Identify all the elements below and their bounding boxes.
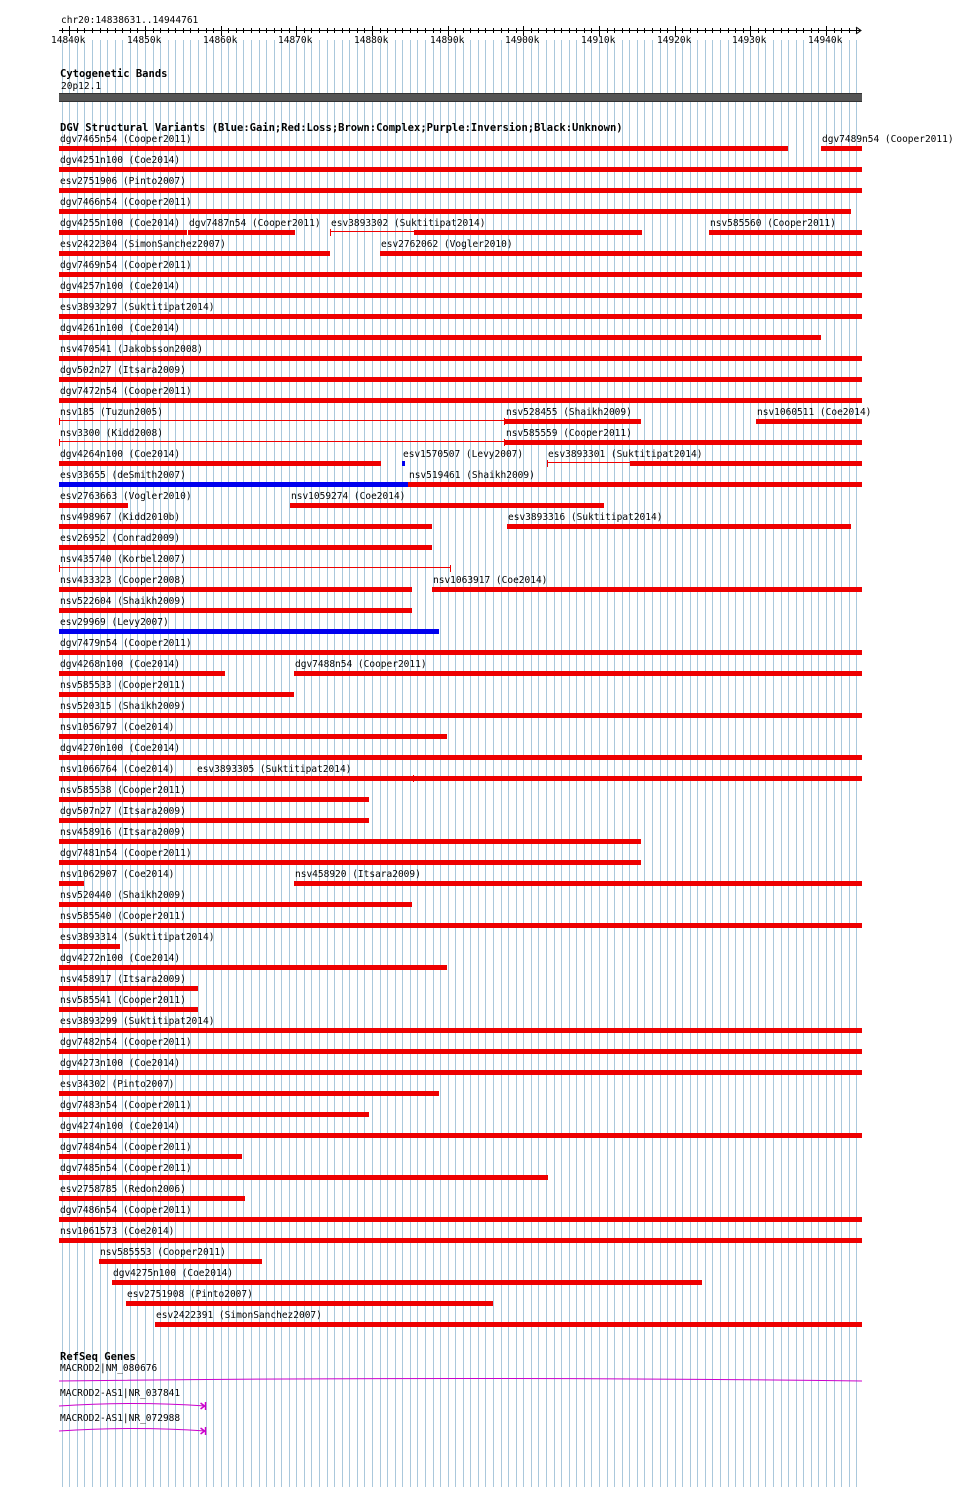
variant-label[interactable]: dgv4255n100 (Coe2014) — [60, 218, 181, 229]
variant-label[interactable]: nsv1059274 (Coe2014) — [291, 491, 406, 502]
ruler-tick-label: 14850k — [127, 35, 162, 46]
variant-label[interactable]: dgv4251n100 (Coe2014) — [60, 155, 181, 166]
loss-variant-bar[interactable] — [507, 524, 851, 529]
variant-label[interactable]: dgv4268n100 (Coe2014) — [60, 659, 181, 670]
variant-label[interactable]: esv26952 (Conrad2009) — [60, 533, 181, 544]
loss-variant-bar[interactable] — [59, 146, 788, 151]
loss-variant-bar[interactable] — [59, 398, 862, 403]
variant-label[interactable]: dgv7484n54 (Cooper2011) — [60, 1142, 192, 1153]
variant-label[interactable]: nsv585559 (Cooper2011) — [506, 428, 632, 439]
ruler-tick-label: 14940k — [808, 35, 843, 46]
loss-variant-bar[interactable] — [59, 587, 412, 592]
gene-intron-line — [59, 1379, 862, 1382]
variant-label[interactable]: nsv585541 (Cooper2011) — [60, 995, 186, 1006]
variant-label[interactable]: dgv7483n54 (Cooper2011) — [60, 1100, 192, 1111]
refseq-track-title: RefSeq Genes — [60, 1351, 136, 1363]
variant-label[interactable]: dgv7486n54 (Cooper2011) — [60, 1205, 192, 1216]
loss-variant-bar[interactable] — [432, 587, 862, 592]
loss-variant-bar[interactable] — [59, 755, 862, 760]
gain-variant-bar[interactable] — [402, 461, 405, 466]
variant-label[interactable]: dgv7466n54 (Cooper2011) — [60, 197, 192, 208]
variant-label[interactable]: dgv4264n100 (Coe2014) — [60, 449, 181, 460]
variant-label[interactable]: esv2763663 (Vogler2010) — [60, 491, 192, 502]
gene-model[interactable] — [0, 1372, 890, 1386]
loss-variant-bar[interactable] — [155, 1322, 862, 1327]
loss-variant-bar[interactable] — [59, 671, 225, 676]
variant-label[interactable]: nsv1062907 (Coe2014) — [60, 869, 175, 880]
loss-variant-bar[interactable] — [59, 545, 432, 550]
loss-variant-bar[interactable] — [380, 251, 862, 256]
loss-variant-bar[interactable] — [59, 293, 862, 298]
variant-label[interactable]: nsv435740 (Korbel2007) — [60, 554, 186, 565]
loss-variant-bar[interactable] — [59, 1133, 862, 1138]
loss-variant-bar[interactable] — [59, 1091, 439, 1096]
variant-label[interactable]: nsv520315 (Shaikh2009) — [60, 701, 186, 712]
loss-variant-bar[interactable] — [59, 713, 862, 718]
gene-intron-line — [59, 1404, 206, 1407]
loss-variant-bar[interactable] — [59, 1175, 548, 1180]
loss-variant-bar[interactable] — [188, 230, 295, 235]
ruler-tick-label: 14910k — [581, 35, 616, 46]
ruler-tick-label: 14900k — [505, 35, 540, 46]
loss-variant-bar[interactable] — [112, 1280, 702, 1285]
variant-label[interactable]: dgv7489n54 (Cooper2011) — [822, 134, 954, 145]
loss-variant-bar[interactable] — [59, 377, 862, 382]
variant-label[interactable]: esv3893305 (Suktitipat2014) — [197, 764, 352, 775]
variant-label[interactable]: esv34302 (Pinto2007) — [60, 1079, 175, 1090]
variant-label[interactable]: esv33655 (deSmith2007) — [60, 470, 186, 481]
variant-label[interactable]: dgv502n27 (Itsara2009) — [60, 365, 186, 376]
variant-label[interactable]: dgv4275n100 (Coe2014) — [113, 1268, 234, 1279]
loss-variant-bar[interactable] — [505, 419, 641, 424]
loss-variant-bar[interactable] — [59, 167, 862, 172]
loss-variant-bar[interactable] — [59, 818, 369, 823]
variant-label[interactable]: nsv585533 (Cooper2011) — [60, 680, 186, 691]
loss-variant-bar[interactable] — [547, 462, 630, 463]
variant-label[interactable]: esv2762062 (Vogler2010) — [381, 239, 513, 250]
loss-variant-bar[interactable] — [59, 1049, 862, 1054]
variant-label[interactable]: nsv1060511 (Coe2014) — [757, 407, 872, 418]
variant-end-cap — [59, 439, 60, 446]
variant-label[interactable]: nsv528455 (Shaikh2009) — [506, 407, 632, 418]
dgv-track-title: DGV Structural Variants (Blue:Gain;Red:Loss;Brown:Complex;Purple:Inversion;Black:Unknown) — [60, 122, 623, 134]
loss-variant-bar[interactable] — [290, 503, 604, 508]
variant-label[interactable]: dgv7487n54 (Cooper2011) — [189, 218, 321, 229]
variant-end-cap — [59, 418, 60, 425]
variant-label[interactable]: esv2751906 (Pinto2007) — [60, 176, 186, 187]
loss-variant-bar[interactable] — [59, 503, 128, 508]
loss-variant-bar[interactable] — [59, 965, 447, 970]
loss-variant-bar[interactable] — [59, 1070, 862, 1075]
loss-variant-bar[interactable] — [339, 777, 414, 778]
variant-label[interactable]: dgv4270n100 (Coe2014) — [60, 743, 181, 754]
loss-variant-bar[interactable] — [59, 356, 862, 361]
variant-label[interactable]: dgv4257n100 (Coe2014) — [60, 281, 181, 292]
loss-variant-bar[interactable] — [59, 420, 505, 421]
variant-label[interactable]: esv29969 (Levy2007) — [60, 617, 169, 628]
loss-variant-bar[interactable] — [59, 944, 120, 949]
loss-variant-bar[interactable] — [59, 608, 412, 613]
loss-variant-bar[interactable] — [196, 776, 339, 781]
variant-label[interactable]: esv2758785 (Redon2006) — [60, 1184, 186, 1195]
loss-variant-bar[interactable] — [59, 272, 862, 277]
gene-label[interactable]: MACROD2|NM_080676 — [60, 1363, 158, 1374]
variant-label[interactable]: esv3893301 (Suktitipat2014) — [548, 449, 703, 460]
loss-variant-bar[interactable] — [59, 902, 412, 907]
variant-label[interactable]: esv3893297 (Suktitipat2014) — [60, 302, 215, 313]
gene-label[interactable]: MACROD2-AS1|NR_037841 — [60, 1388, 181, 1399]
variant-label[interactable]: dgv507n27 (Itsara2009) — [60, 806, 186, 817]
loss-variant-bar[interactable] — [709, 230, 862, 235]
loss-variant-bar[interactable] — [59, 797, 369, 802]
variant-label[interactable]: dgv7465n54 (Cooper2011) — [60, 134, 192, 145]
variant-label[interactable]: dgv4273n100 (Coe2014) — [60, 1058, 181, 1069]
loss-variant-bar[interactable] — [59, 441, 505, 442]
variant-label[interactable]: dgv4261n100 (Coe2014) — [60, 323, 181, 334]
loss-variant-bar[interactable] — [126, 1301, 493, 1306]
variant-label[interactable]: esv2422391 (SimonSanchez2007) — [156, 1310, 322, 1321]
variant-label[interactable]: esv2422304 (SimonSanchez2007) — [60, 239, 226, 250]
variant-label[interactable]: dgv7469n54 (Cooper2011) — [60, 260, 192, 271]
loss-variant-bar[interactable] — [59, 923, 862, 928]
loss-variant-bar[interactable] — [821, 146, 862, 151]
loss-variant-bar[interactable] — [294, 881, 862, 886]
variant-label[interactable]: nsv458916 (Itsara2009) — [60, 827, 186, 838]
loss-variant-bar[interactable] — [59, 567, 451, 568]
variant-label[interactable]: nsv585560 (Cooper2011) — [710, 218, 836, 229]
loss-variant-bar[interactable] — [59, 1028, 862, 1033]
variant-label[interactable]: nsv433323 (Cooper2008) — [60, 575, 186, 586]
loss-variant-bar[interactable] — [630, 461, 862, 466]
ruler-tick-label: 14880k — [354, 35, 389, 46]
loss-variant-bar[interactable] — [59, 524, 432, 529]
loss-variant-bar[interactable] — [414, 230, 642, 235]
variant-label[interactable]: nsv498967 (Kidd2010b) — [60, 512, 181, 523]
variant-end-cap — [450, 565, 451, 572]
variant-label[interactable]: esv1570507 (Levy2007) — [403, 449, 524, 460]
variant-label[interactable]: nsv1066764 (Coe2014) — [60, 764, 175, 775]
variant-label[interactable]: nsv470541 (Jakobsson2008) — [60, 344, 203, 355]
variant-label[interactable]: nsv1061573 (Coe2014) — [60, 1226, 175, 1237]
loss-variant-bar[interactable] — [59, 839, 641, 844]
variant-end-cap — [413, 775, 414, 782]
loss-variant-bar[interactable] — [408, 482, 862, 487]
gene-model[interactable] — [0, 1422, 890, 1436]
loss-variant-bar[interactable] — [99, 1259, 262, 1264]
variant-label[interactable]: nsv458917 (Itsara2009) — [60, 974, 186, 985]
gain-variant-bar[interactable] — [59, 482, 408, 487]
loss-variant-bar[interactable] — [294, 671, 862, 676]
ruler-tick-label: 14870k — [278, 35, 313, 46]
variant-label[interactable]: nsv3300 (Kidd2008) — [60, 428, 163, 439]
loss-variant-bar[interactable] — [59, 251, 330, 256]
gene-intron-line — [59, 1429, 206, 1432]
variant-label[interactable]: nsv520440 (Shaikh2009) — [60, 890, 186, 901]
loss-variant-bar[interactable] — [59, 986, 198, 991]
loss-variant-bar[interactable] — [59, 461, 381, 466]
loss-variant-bar[interactable] — [59, 1154, 242, 1159]
variant-label[interactable]: nsv522604 (Shaikh2009) — [60, 596, 186, 607]
loss-variant-bar[interactable] — [59, 650, 862, 655]
gene-label[interactable]: MACROD2-AS1|NR_072988 — [60, 1413, 181, 1424]
variant-label[interactable]: nsv185 (Tuzun2005) — [60, 407, 163, 418]
gene-model[interactable] — [0, 1397, 890, 1411]
cytoband-label: 20p12.1 — [61, 81, 102, 92]
loss-variant-bar[interactable] — [59, 1196, 245, 1201]
variant-label[interactable]: dgv7481n54 (Cooper2011) — [60, 848, 192, 859]
loss-variant-bar[interactable] — [505, 440, 862, 445]
variant-label[interactable]: nsv1063917 (Coe2014) — [433, 575, 548, 586]
ruler-tick-label: 14840k — [51, 35, 86, 46]
variant-label[interactable]: esv2751908 (Pinto2007) — [127, 1289, 253, 1300]
location-label: chr20:14838631..14944761 — [61, 15, 199, 26]
ruler-tick-label: 14890k — [430, 35, 465, 46]
variant-label[interactable]: esv3893299 (Suktitipat2014) — [60, 1016, 215, 1027]
variant-label[interactable]: dgv7479n54 (Cooper2011) — [60, 638, 192, 649]
cytoband-track-title: Cytogenetic Bands — [60, 68, 168, 80]
loss-variant-bar[interactable] — [330, 231, 414, 232]
loss-variant-bar[interactable] — [59, 230, 187, 235]
variant-label[interactable]: nsv519461 (Shaikh2009) — [409, 470, 535, 481]
ruler-tick-label: 14930k — [732, 35, 767, 46]
loss-variant-bar[interactable] — [59, 335, 821, 340]
loss-variant-bar[interactable] — [59, 1217, 862, 1222]
loss-variant-bar[interactable] — [59, 1007, 198, 1012]
variant-label[interactable]: dgv4274n100 (Coe2014) — [60, 1121, 181, 1132]
variant-label[interactable]: dgv7488n54 (Cooper2011) — [295, 659, 427, 670]
variant-label[interactable]: dgv7472n54 (Cooper2011) — [60, 386, 192, 397]
loss-variant-bar[interactable] — [59, 188, 862, 193]
loss-variant-bar[interactable] — [59, 209, 851, 214]
loss-variant-bar[interactable] — [59, 734, 447, 739]
ruler-tick-label: 14920k — [657, 35, 692, 46]
variant-label[interactable]: dgv4272n100 (Coe2014) — [60, 953, 181, 964]
variant-label[interactable]: nsv585540 (Cooper2011) — [60, 911, 186, 922]
variant-label[interactable]: dgv7482n54 (Cooper2011) — [60, 1037, 192, 1048]
loss-variant-bar[interactable] — [59, 860, 641, 865]
loss-variant-bar[interactable] — [59, 881, 84, 886]
variant-label[interactable]: esv3893302 (Suktitipat2014) — [331, 218, 486, 229]
variant-label[interactable]: esv3893316 (Suktitipat2014) — [508, 512, 663, 523]
variant-label[interactable]: nsv1056797 (Coe2014) — [60, 722, 175, 733]
variant-label[interactable]: nsv458920 (Itsara2009) — [295, 869, 421, 880]
loss-variant-bar[interactable] — [59, 776, 862, 781]
variant-label[interactable]: dgv7485n54 (Cooper2011) — [60, 1163, 192, 1174]
ruler-tick-label: 14860k — [203, 35, 238, 46]
loss-variant-bar[interactable] — [59, 1238, 862, 1243]
loss-variant-bar[interactable] — [59, 314, 862, 319]
variant-label[interactable]: nsv585538 (Cooper2011) — [60, 785, 186, 796]
cytoband-bar[interactable] — [59, 93, 862, 102]
variant-end-cap — [59, 565, 60, 572]
gain-variant-bar[interactable] — [59, 629, 439, 634]
loss-variant-bar[interactable] — [756, 419, 862, 424]
loss-variant-bar[interactable] — [59, 692, 294, 697]
variant-end-cap — [330, 229, 331, 236]
loss-variant-bar[interactable] — [59, 1112, 369, 1117]
variant-label[interactable]: nsv585553 (Cooper2011) — [100, 1247, 226, 1258]
variant-end-cap — [547, 460, 548, 467]
variant-label[interactable]: esv3893314 (Suktitipat2014) — [60, 932, 215, 943]
